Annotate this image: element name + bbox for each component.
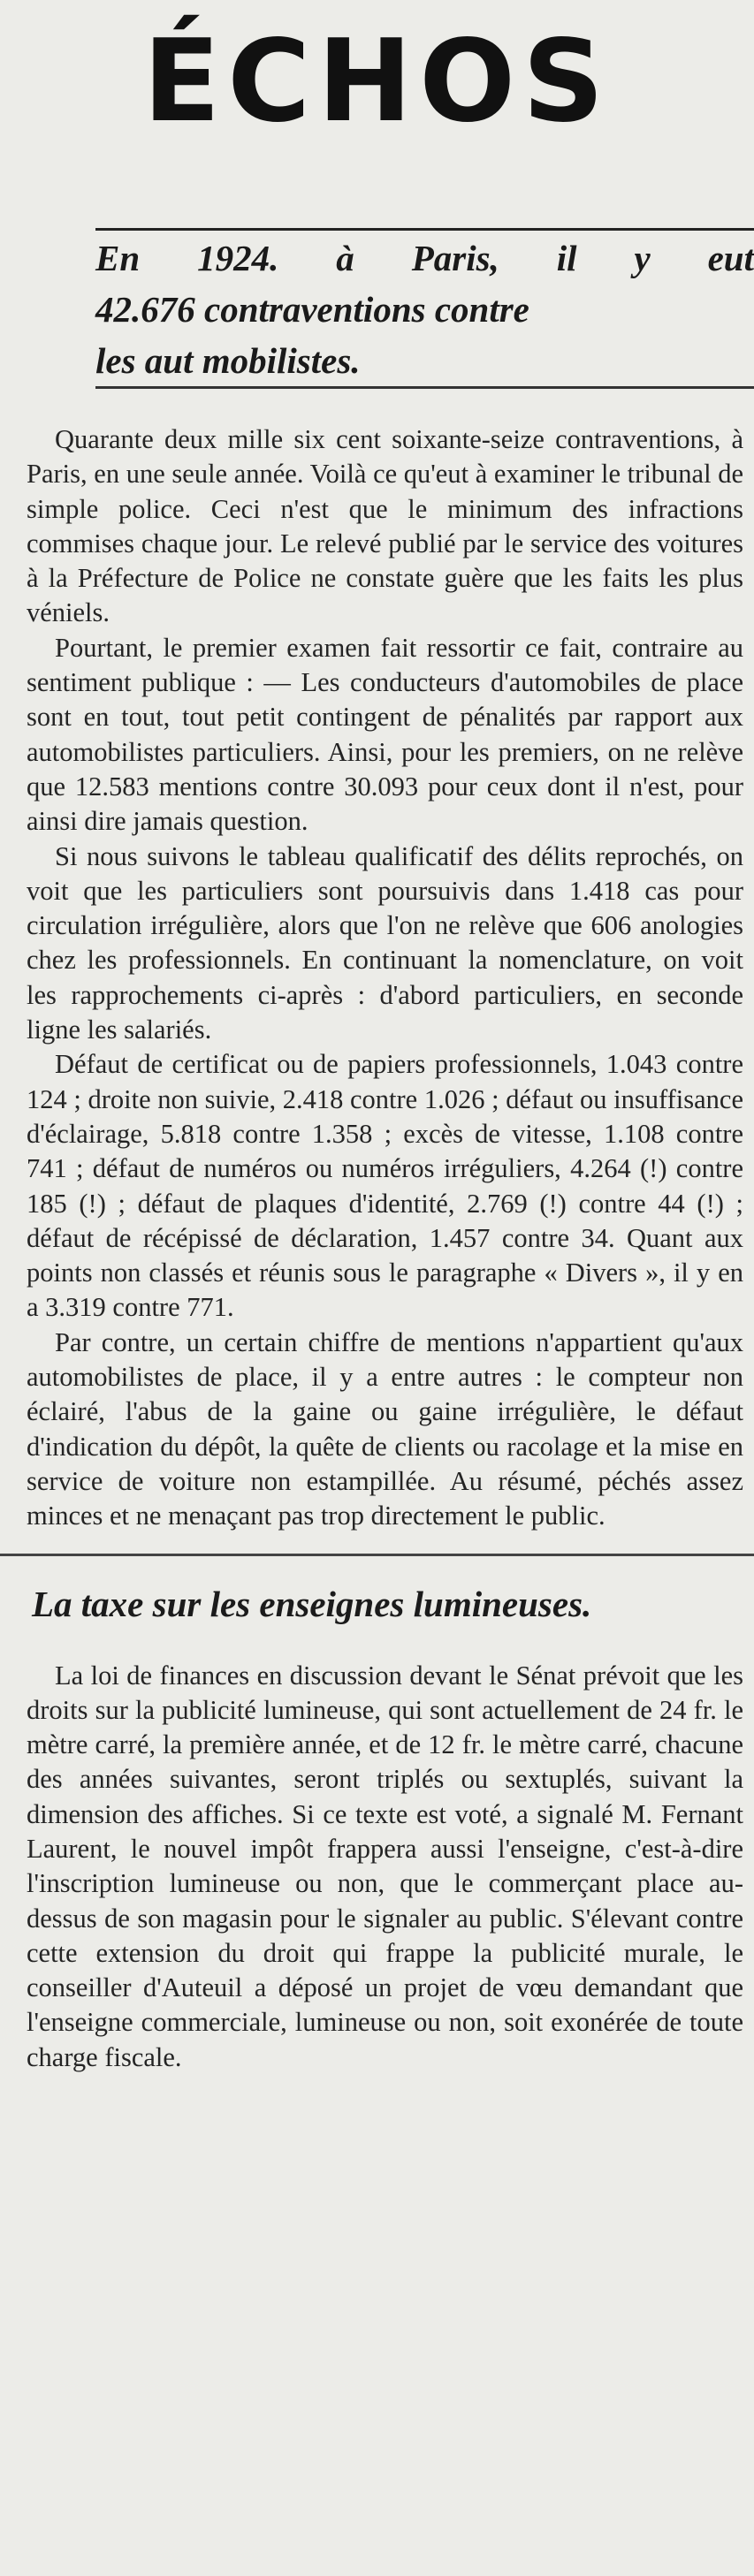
article1-paragraph-5: Par contre, un certain chiffre de mentions n'appartient qu'aux automobilistes de place, il y a entre autres : le compteur non éclairé, l'abus de la gaine ou gaine irrégulière, le défaut d'indication du dépôt, la quête de clients ou racolage et la mise en service de voiture non estampillée. Au résumé, péchés assez minces et ne menaçant pas trop directement le public.	[27, 1326, 743, 1531]
article1-body	[0, 422, 754, 1534]
article1-paragraph-2: Pourtant, le premier examen fait ressortir ce fait, contraire au sentiment publique : — Les conducteurs d'automobiles de place sont en tout, tout petit contingent de pénalités par rapport aux automobilistes particuliers. Ainsi, pour les premiers, on ne relève que 12.583 mentions contre 30.093 pour ceux dont il n'est, pour ainsi dire jamais question.	[27, 632, 743, 837]
article1-paragraph-4: Défaut de certificat ou de papiers professionnels, 1.043 contre 124 ; droite non suivie, 2.418 contre 1.026 ; défaut ou insuffisance d'éclairage, 5.818 contre 1.358 ; excès de vitesse, 1.108 contre 741 ; défaut de numéros ou numéros irréguliers, 4.264 (!) contre 185 (!) ; défaut de plaques d'identité, 2.769 (!) contre 44 (!) ; défaut de récépissé de déclaration, 1.457 contre 34. Quant aux points non classés et réunis sous le paragraphe « Divers », il y en a 3.319 contre 771.	[27, 1049, 743, 1323]
article2-paragraph-1: La loi de finances en discussion devant le Sénat prévoit que les droits sur la publicité lumineuse, qui sont actuellement de 24 fr. le mètre carré, la première année, et de 12 fr. le mètre carré, chacune des années suivantes, seront triplés ou sextuplés, suivant la dimension des affiches. Si ce texte est voté, a signalé M. Fernant Laurent, le nouvel impôt frappera aussi l'enseigne, c'est-à-dire l'inscription lumineuse ou non, que le commerçant place au-dessus de son magasin pour le signaler au public. S'élevant contre cette extension du droit qui frappe la publicité murale, le conseiller d'Auteuil a déposé un projet de vœu demandant que l'enseigne commerciale, lumineuse ou non, soit exonérée de toute charge fiscale.	[27, 1660, 743, 2072]
article1-headline-line-3: les aut mobilistes.	[95, 335, 754, 389]
article2-headline: La taxe sur les enseignes lumineuses.	[32, 1583, 592, 1624]
article1-headline	[0, 228, 754, 389]
article2-body	[0, 1659, 754, 2076]
article1-paragraph-3: Si nous suivons le tableau qualificatif des délits reprochés, on voit que les particuliers sont poursuivis dans 1.418 cas pour circulation irrégulière, alors que l'on ne relève que 606 anologies chez les professionnels. En continuant la nomenclature, on voit les rapprochements ci-après : d'abord particuliers, en seconde ligne les salariés.	[27, 840, 743, 1045]
article1-paragraph-1: Quarante deux mille six cent soixante-seize contraventions, à Paris, en une seule année. Voilà ce qu'eut à examiner le tribunal de simple police. Ceci n'est que le minimum des infractions commises chaque jour. Le relevé publié par le service des voitures à la Préfecture de Police ne constate guère que les faits les plus véniels.	[27, 424, 743, 628]
section-masthead: ÉCHOS	[142, 16, 612, 148]
article1-headline-line-1: En 1924. à Paris, il y eut	[95, 228, 754, 284]
article-divider	[0, 1554, 754, 1556]
article1-headline-line-2: 42.676 contraventions contre	[95, 289, 529, 330]
